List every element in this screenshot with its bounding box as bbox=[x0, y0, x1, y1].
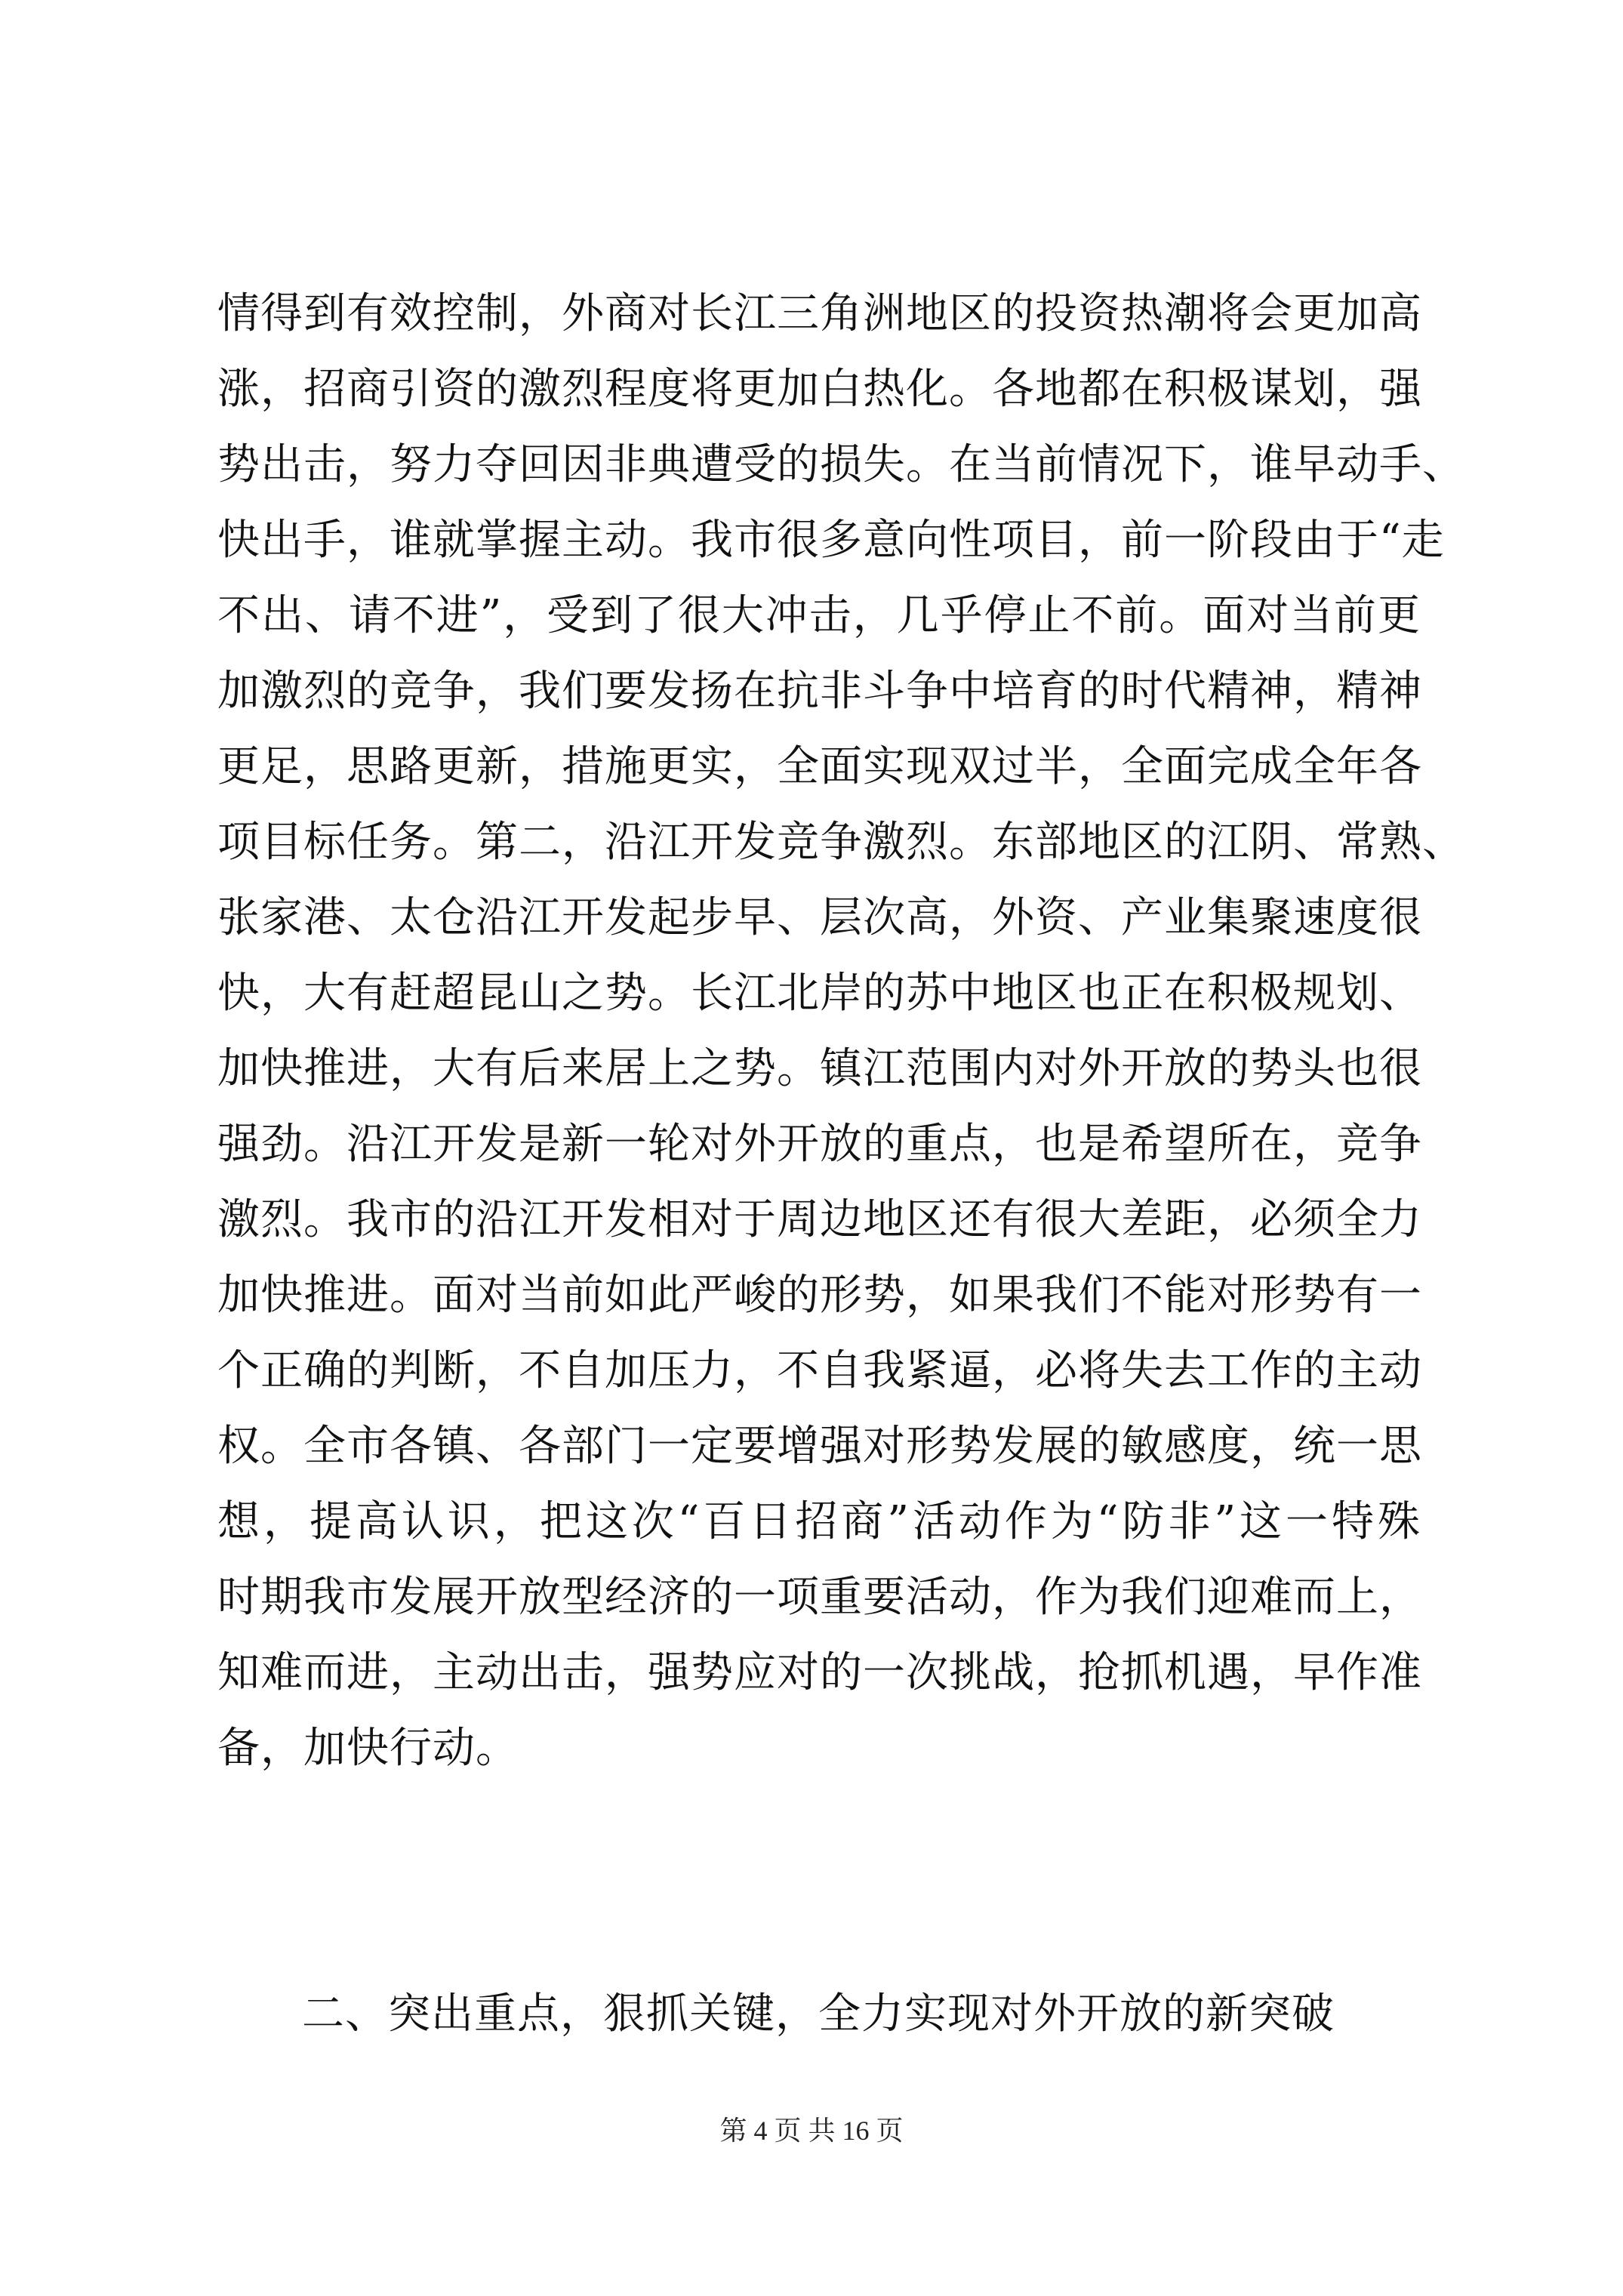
section-heading: 二、突出重点，狠抓关键，全力实现对外开放的新突破 bbox=[302, 1989, 1335, 2039]
text-line-17: 想，提高认识，把这次“百日招商”活动作为“防非”这一特殊 bbox=[217, 1497, 1421, 1546]
text-line-12: 强劲。沿江开发是新一轮对外开放的重点，也是希望所在，竞争 bbox=[217, 1120, 1422, 1169]
text-line-15: 个正确的判断，不自加压力，不自我紧逼，必将失去工作的主动 bbox=[217, 1346, 1422, 1395]
text-line-11: 加快推进，大有后来居上之势。镇江范围内对外开放的势头也很 bbox=[217, 1044, 1422, 1093]
text-line-13: 激烈。我市的沿江开发相对于周边地区还有很大差距，必须全力 bbox=[217, 1195, 1422, 1244]
text-line-4: 快出手，谁就掌握主动。我市很多意向性项目，前一阶段由于“走 bbox=[217, 516, 1445, 565]
text-line-14: 加快推进。面对当前如此严峻的形势，如果我们不能对形势有一 bbox=[217, 1271, 1422, 1320]
text-line-16: 权。全市各镇、各部门一定要增强对形势发展的敏感度，统一思 bbox=[217, 1422, 1422, 1471]
text-line-18: 时期我市发展开放型经济的一项重要活动，作为我们迎难而上， bbox=[217, 1573, 1422, 1622]
text-line-9: 张家港、太仓沿江开发起步早、层次高，外资、产业集聚速度很 bbox=[217, 893, 1422, 942]
text-line-20: 备，加快行动。 bbox=[217, 1724, 519, 1773]
body-paragraph bbox=[217, 276, 1465, 1786]
text-line-3: 势出击，努力夺回因非典遭受的损失。在当前情况下，谁早动手、 bbox=[217, 440, 1465, 489]
text-line-7: 更足，思路更新，措施更实，全面实现双过半，全面完成全年各 bbox=[217, 742, 1422, 791]
text-line-19: 知难而进，主动出击，强势应对的一次挑战，抢抓机遇，早作准 bbox=[217, 1648, 1422, 1697]
text-line-2: 涨，招商引资的激烈程度将更加白热化。各地都在积极谋划，强 bbox=[217, 365, 1422, 414]
page-number-footer: 第 4 页 共 16 页 bbox=[719, 2116, 904, 2146]
text-line-10: 快，大有赶超昆山之势。长江北岸的苏中地区也正在积极规划、 bbox=[217, 969, 1422, 1018]
text-line-5: 不出、请不进”，受到了很大冲击，几乎停止不前。面对当前更 bbox=[217, 591, 1421, 640]
text-line-8: 项目标任务。第二，沿江开发竞争激烈。东部地区的江阴、常熟、 bbox=[217, 818, 1465, 867]
text-line-6: 加激烈的竞争，我们要发扬在抗非斗争中培育的时代精神，精神 bbox=[217, 667, 1422, 716]
text-line-1: 情得到有效控制，外商对长江三角洲地区的投资热潮将会更加高 bbox=[217, 289, 1422, 338]
